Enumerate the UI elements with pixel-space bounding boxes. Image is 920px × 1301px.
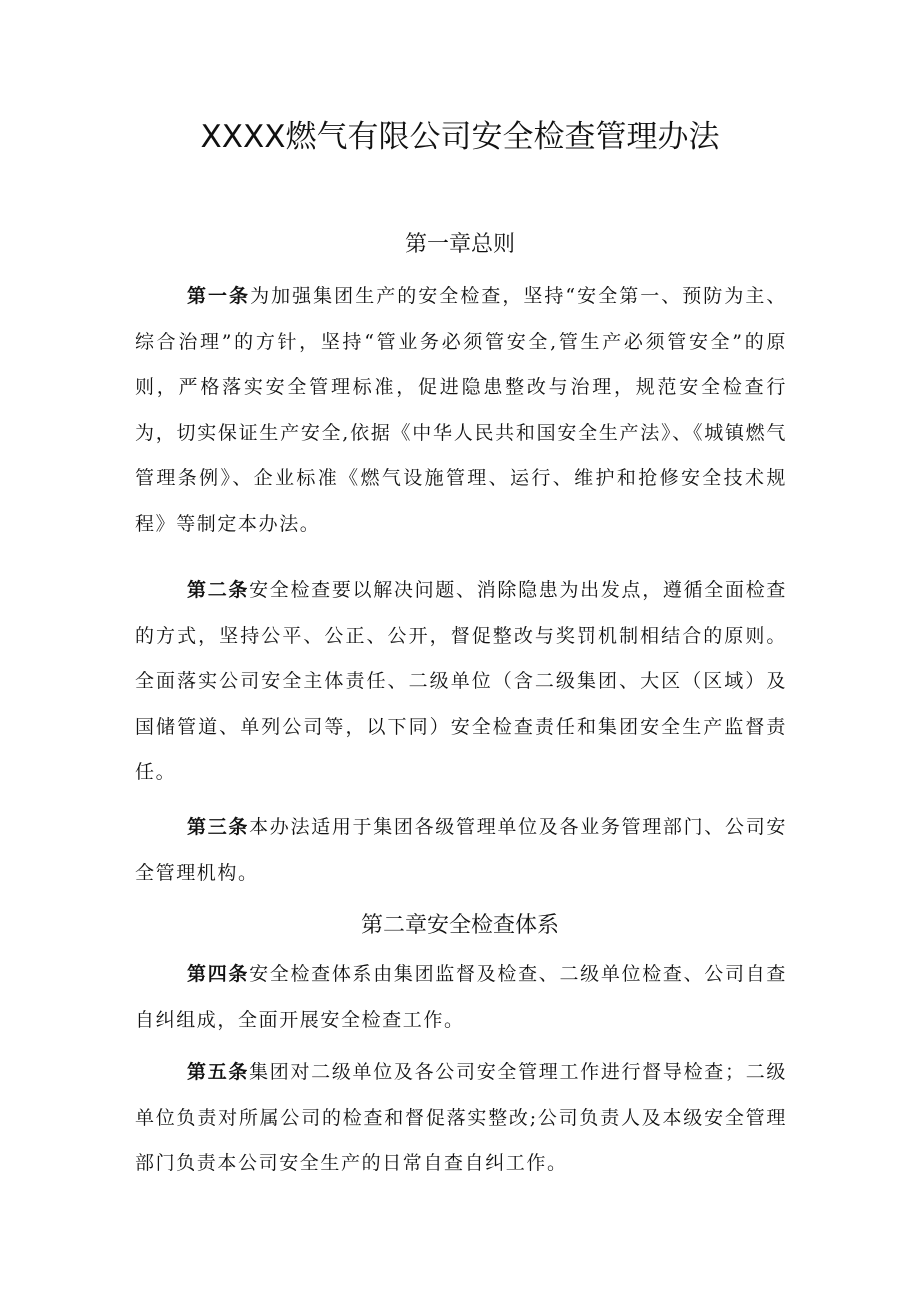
article-3 [135,805,787,896]
article-4 [135,952,787,1043]
article-2 [135,568,787,796]
article-label: 第二条 [187,579,250,601]
article-label: 第三条 [187,816,250,838]
article-text: 本办法适用于集团各级管理单位及各业务管理部门、公司安全管理机构。 [135,816,787,884]
article-label: 第五条 [187,1061,250,1083]
article-text: 安全检查要以解决问题、消除隐患为出发点，遵循全面检查的方式，坚持公平、公正、公开，督促整改与奖罚机制相结合的原则。全面落实公司安全主体责任、二级单位（含二级集团、大区（区域）及国储管道、单列公司等，以下同）安全检查责任和集团安全生产监督责任。 [135,579,787,784]
chapter-heading-2: 第二章安全检查体系 [360,913,559,938]
article-label: 第四条 [187,963,250,985]
document-title: XXXX燃气有限公司安全检查管理办法 [200,119,720,155]
chapter-heading-1: 第一章总则 [404,232,515,257]
article-text: 集团对二级单位及各公司安全管理工作进行督导检查；二级单位负责对所属公司的检查和督促落实整改;公司负责人及本级安全管理部门负责本公司安全生产的日常自查自纠工作。 [135,1061,787,1175]
article-text: 为加强集团生产的安全检查，坚持“安全第一、预防为主、综合治理”的方针，坚持“管业务必须管安全,管生产必须管安全”的原则，严格落实安全管理标准，促进隐患整改与治理，规范安全检查行为，切实保证生产安全,依据《中华人民共和国安全生产法》、《城镇燃气管理条例》、企业标准《燃气设施管理、运行、维护和抢修安全技术规程》等制定本办法。 [135,285,787,535]
article-text: 安全检查体系由集团监督及检查、二级单位检查、公司自查自纠组成，全面开展安全检查工作。 [135,963,787,1031]
article-5 [135,1050,787,1187]
article-label: 第一条 [187,285,251,307]
article-1 [135,274,787,548]
